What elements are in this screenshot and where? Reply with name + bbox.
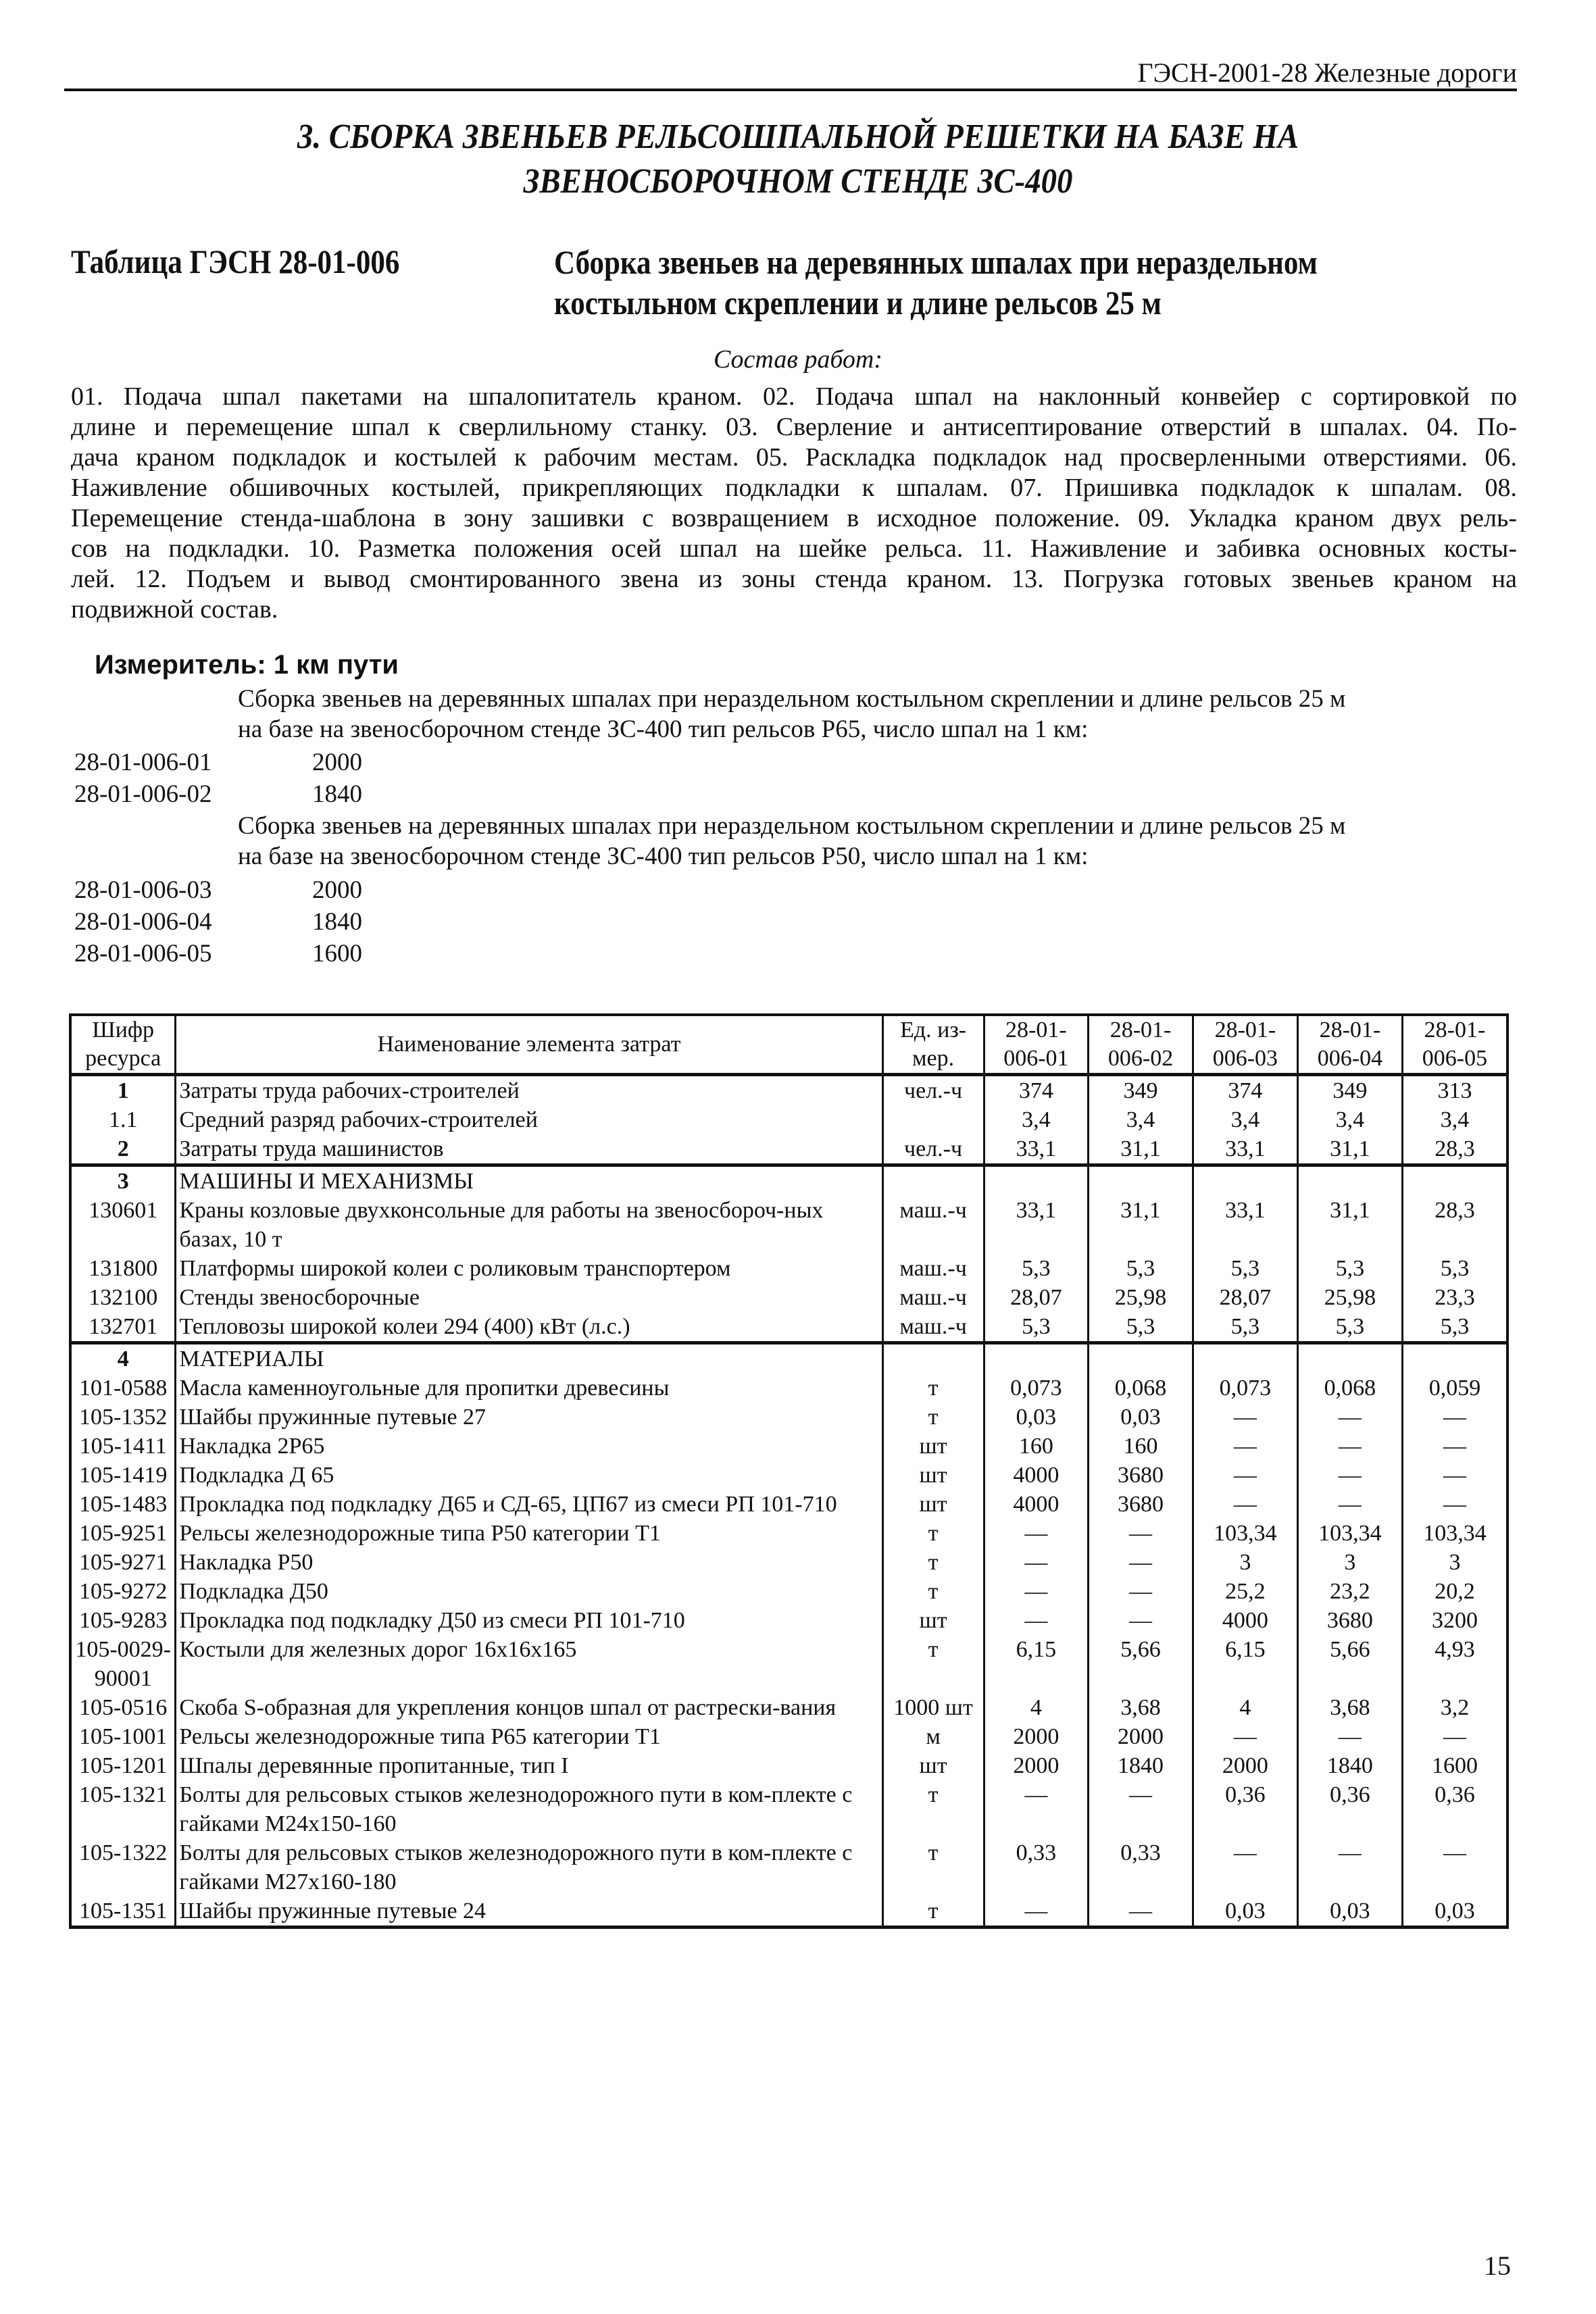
cell-unit: шт (882, 1751, 984, 1780)
table-row (70, 1196, 1507, 1254)
work-line: Перемещение стенда-шаблона в зону зашивки с возвращением в исходное положение. 09. Укладка краном двух рель- (71, 504, 1517, 532)
cell-value: 103,34 (1402, 1519, 1507, 1548)
cell-unit: маш.-ч (882, 1196, 984, 1254)
table-row (70, 1461, 1507, 1490)
cell-value: 5,66 (1089, 1635, 1193, 1693)
cell-value: — (1193, 1490, 1297, 1519)
cell-code: 105-0516 (70, 1693, 176, 1722)
cell-value: 31,1 (1089, 1196, 1193, 1254)
group-description (238, 684, 1345, 745)
cell-value: — (1089, 1780, 1193, 1838)
table-row (70, 1283, 1507, 1312)
section-title-line-1: 3. СБОРКА ЗВЕНЬЕВ РЕЛЬСОШПАЛЬНОЙ РЕШЕТКИ НА БАЗЕ НА (297, 118, 1299, 156)
cell-value: — (1402, 1722, 1507, 1751)
cell-value: 28,07 (1193, 1283, 1297, 1312)
cell-value: 0,03 (1193, 1896, 1297, 1928)
cell-value: 160 (1089, 1432, 1193, 1461)
table-row (70, 1343, 1507, 1374)
cell-code: 105-9271 (70, 1548, 176, 1577)
cell-value: 374 (1193, 1075, 1297, 1106)
header-rule (64, 89, 1517, 91)
cell-value: 3,4 (984, 1105, 1089, 1134)
cell-value: 0,33 (1089, 1838, 1193, 1896)
cell-value: 4 (984, 1693, 1089, 1722)
cell-value: — (1402, 1432, 1507, 1461)
cell-name: МАТЕРИАЛЫ (176, 1343, 882, 1374)
cell-name: Рельсы железнодорожные типа Р65 категории Т1 (176, 1722, 882, 1751)
cell-name: Прокладка под подкладку Д50 из смеси РП 101-710 (176, 1606, 882, 1635)
cell-name: Масла каменноугольные для пропитки древесины (176, 1374, 882, 1403)
cell-value: 4,93 (1402, 1635, 1507, 1693)
header-col-4: 28-01-006-04 (1297, 1015, 1402, 1075)
cell-value: — (1297, 1461, 1402, 1490)
cell-name: Накладка 2Р65 (176, 1432, 882, 1461)
cell-value: 3680 (1089, 1461, 1193, 1490)
cell-value: 5,3 (1089, 1312, 1193, 1343)
running-header: ГЭСН-2001-28 Железные дороги (1137, 57, 1517, 88)
cell-value: — (1193, 1403, 1297, 1432)
cell-code: 105-1352 (70, 1403, 176, 1432)
cell-code: 4 (70, 1343, 176, 1374)
page-number: 15 (1484, 2250, 1511, 2281)
cell-name: Тепловозы широкой колеи 294 (400) кВт (л.с.) (176, 1312, 882, 1343)
cell-value: 4000 (984, 1490, 1089, 1519)
cell-value (1089, 1343, 1193, 1374)
cell-value: 5,3 (1297, 1254, 1402, 1283)
cell-code: 1 (70, 1075, 176, 1106)
cell-name: Платформы широкой колеи с роликовым транспортером (176, 1254, 882, 1283)
cell-value: 3,4 (1402, 1105, 1507, 1134)
cell-value: — (1402, 1461, 1507, 1490)
cell-name: Подкладка Д 65 (176, 1461, 882, 1490)
cell-value (1193, 1343, 1297, 1374)
cell-code: 132100 (70, 1283, 176, 1312)
cell-name: МАШИНЫ И МЕХАНИЗМЫ (176, 1165, 882, 1197)
table-row (70, 1490, 1507, 1519)
cell-value: — (1297, 1403, 1402, 1432)
cell-value: 33,1 (984, 1134, 1089, 1165)
cell-value: — (984, 1606, 1089, 1635)
cell-value: 31,1 (1089, 1134, 1193, 1165)
cell-unit: т (882, 1519, 984, 1548)
cell-value: 349 (1297, 1075, 1402, 1106)
cell-name: Стенды звеносборочные (176, 1283, 882, 1312)
table-row (70, 1165, 1507, 1197)
cell-code: 101-0588 (70, 1374, 176, 1403)
cell-value: 2000 (1089, 1722, 1193, 1751)
table-row (70, 1432, 1507, 1461)
cell-value: 3 (1193, 1548, 1297, 1577)
cell-code: 105-1483 (70, 1490, 176, 1519)
table-caption-label: Таблица ГЭСН 28-01-006 (71, 243, 400, 280)
cell-value: 313 (1402, 1075, 1507, 1106)
cell-value: — (1089, 1548, 1193, 1577)
work-line: Наживление обшивочных костылей, прикрепляющих подкладки к шпалам. 07. Пришивка подкладок к шпалам. 08. (71, 474, 1517, 502)
group-description (238, 811, 1345, 872)
cell-value: — (1193, 1838, 1297, 1896)
cell-value: 5,3 (1297, 1312, 1402, 1343)
table-row (70, 1254, 1507, 1283)
work-line: сов на подкладки. 10. Разметка положения осей шпал на шейке рельса. 11. Наживление и забивка основных косты- (71, 534, 1517, 563)
cell-value: 28,3 (1402, 1196, 1507, 1254)
norm-code-row (74, 876, 362, 905)
table-body (70, 1075, 1507, 1928)
cell-name: Подкладка Д50 (176, 1577, 882, 1606)
cell-name: Шайбы пружинные путевые 27 (176, 1403, 882, 1432)
table-row (70, 1693, 1507, 1722)
cell-value: 5,3 (1193, 1254, 1297, 1283)
table-row (70, 1751, 1507, 1780)
cell-name: Болты для рельсовых стыков железнодорожного пути в ком-плекте с гайками М27х160-180 (176, 1838, 882, 1896)
cell-value (1402, 1165, 1507, 1197)
cell-value: — (1089, 1519, 1193, 1548)
norm-code-row (74, 939, 362, 968)
table-row (70, 1606, 1507, 1635)
resource-table (69, 1013, 1509, 1929)
cell-name: Прокладка под подкладку Д65 и СД-65, ЦП67 из смеси РП 101-710 (176, 1490, 882, 1519)
table-row (70, 1134, 1507, 1165)
cell-value: — (1089, 1896, 1193, 1928)
cell-value: 33,1 (984, 1196, 1089, 1254)
cell-code: 105-9283 (70, 1606, 176, 1635)
cell-code: 105-1411 (70, 1432, 176, 1461)
cell-code: 105-1351 (70, 1896, 176, 1928)
cell-value: 5,3 (984, 1312, 1089, 1343)
cell-value: 0,36 (1402, 1780, 1507, 1838)
cell-unit: т (882, 1635, 984, 1693)
cell-code: 130601 (70, 1196, 176, 1254)
cell-name: Рельсы железнодорожные типа Р50 категории Т1 (176, 1519, 882, 1548)
cell-value: 3,68 (1297, 1693, 1402, 1722)
cell-value (1089, 1165, 1193, 1197)
cell-value: — (984, 1896, 1089, 1928)
norm-code: 28-01-006-03 (74, 876, 212, 904)
cell-value: — (1193, 1461, 1297, 1490)
cell-value: 25,98 (1089, 1283, 1193, 1312)
cell-value (1297, 1343, 1402, 1374)
group-description-line-2: на базе на звеносборочном стенде ЗС-400 тип рельсов Р65, число шпал на 1 км: (238, 715, 1089, 743)
cell-value: 23,3 (1402, 1283, 1507, 1312)
cell-value: 3,2 (1402, 1693, 1507, 1722)
cell-value (1297, 1165, 1402, 1197)
header-col-1: 28-01-006-01 (984, 1015, 1089, 1075)
cell-value: — (984, 1780, 1089, 1838)
cell-unit: т (882, 1577, 984, 1606)
cell-value: 1840 (1089, 1751, 1193, 1780)
cell-code: 105-9251 (70, 1519, 176, 1548)
cell-unit: шт (882, 1461, 984, 1490)
cell-code: 105-1322 (70, 1838, 176, 1896)
cell-value: — (1193, 1432, 1297, 1461)
cell-value: 2000 (984, 1751, 1089, 1780)
cell-value: 6,15 (984, 1635, 1089, 1693)
cell-name: Шпалы деревянные пропитанные, тип I (176, 1751, 882, 1780)
group-description-line-1: Сборка звеньев на деревянных шпалах при нераздельном костыльном скреплении и длине рельсов 25 м (238, 812, 1346, 840)
cell-value: 33,1 (1193, 1134, 1297, 1165)
cell-value: 5,3 (1193, 1312, 1297, 1343)
cell-value: 28,3 (1402, 1134, 1507, 1165)
cell-value: 0,36 (1193, 1780, 1297, 1838)
cell-value: 0,059 (1402, 1374, 1507, 1403)
norm-value: 1840 (312, 780, 362, 808)
table-row (70, 1105, 1507, 1134)
cell-code: 105-0029-90001 (70, 1635, 176, 1693)
cell-value: — (1297, 1490, 1402, 1519)
table-row (70, 1312, 1507, 1343)
norm-code: 28-01-006-02 (74, 780, 212, 808)
cell-value: 2000 (1193, 1751, 1297, 1780)
cell-value: 28,07 (984, 1283, 1089, 1312)
cell-value: 5,3 (1402, 1254, 1507, 1283)
norm-code-row (74, 780, 362, 809)
cell-name: Накладка Р50 (176, 1548, 882, 1577)
cell-code: 105-1001 (70, 1722, 176, 1751)
cell-value: — (1402, 1838, 1507, 1896)
table-caption-title-line-2: костыльном скреплении и длине рельсов 25 м (554, 284, 1162, 322)
cell-value: 3 (1297, 1548, 1402, 1577)
table-row (70, 1577, 1507, 1606)
cell-value: 5,3 (1089, 1254, 1193, 1283)
cell-unit: 1000 шт (882, 1693, 984, 1722)
cell-value: 0,03 (984, 1403, 1089, 1432)
table-caption-title (554, 242, 1426, 323)
work-line: лей. 12. Подъем и вывод смонтированного звена из зоны стенда краном. 13. Погрузка готовых звеньев краном на (71, 565, 1517, 593)
cell-value: 3680 (1297, 1606, 1402, 1635)
cell-code: 1.1 (70, 1105, 176, 1134)
cell-value: 349 (1089, 1075, 1193, 1106)
cell-value: 31,1 (1297, 1196, 1402, 1254)
cell-code: 105-1201 (70, 1751, 176, 1780)
norm-code: 28-01-006-01 (74, 749, 212, 776)
cell-name: Краны козловые двухконсольные для работы на звеносбороч-ных базах, 10 т (176, 1196, 882, 1254)
cell-unit (882, 1343, 984, 1374)
table-header-row (70, 1015, 1507, 1075)
cell-code: 2 (70, 1134, 176, 1165)
cell-value: 160 (984, 1432, 1089, 1461)
cell-value: 33,1 (1193, 1196, 1297, 1254)
table-row (70, 1780, 1507, 1838)
cell-value: 3 (1402, 1548, 1507, 1577)
cell-value: 0,03 (1297, 1896, 1402, 1928)
norm-code: 28-01-006-05 (74, 940, 212, 967)
norm-code: 28-01-006-04 (74, 908, 212, 936)
norm-code-row (74, 748, 362, 777)
work-line: 01. Подача шпал пакетами на шпалопитатель краном. 02. Подача шпал на наклонный конвейер с сортировкой по (71, 382, 1517, 411)
cell-value: 5,66 (1297, 1635, 1402, 1693)
cell-value: 3680 (1089, 1490, 1193, 1519)
cell-value: 0,03 (1089, 1403, 1193, 1432)
cell-value: 3200 (1402, 1606, 1507, 1635)
norm-value: 2000 (312, 749, 362, 776)
cell-value: 3,4 (1297, 1105, 1402, 1134)
cell-value: 0,33 (984, 1838, 1089, 1896)
cell-unit: т (882, 1838, 984, 1896)
cell-unit: т (882, 1374, 984, 1403)
cell-value: 5,3 (1402, 1312, 1507, 1343)
cell-name: Затраты труда машинистов (176, 1134, 882, 1165)
work-composition-text (71, 382, 1517, 625)
cell-value: 4000 (984, 1461, 1089, 1490)
cell-value: 1600 (1402, 1751, 1507, 1780)
cell-value (1402, 1343, 1507, 1374)
cell-value: 0,073 (984, 1374, 1089, 1403)
cell-value: 0,068 (1297, 1374, 1402, 1403)
cell-unit: т (882, 1403, 984, 1432)
cell-unit (882, 1105, 984, 1134)
cell-value: — (1402, 1403, 1507, 1432)
cell-unit: т (882, 1780, 984, 1838)
cell-value (984, 1343, 1089, 1374)
cell-code: 105-1321 (70, 1780, 176, 1838)
cell-unit: шт (882, 1606, 984, 1635)
cell-value: 103,34 (1297, 1519, 1402, 1548)
norm-value: 2000 (312, 876, 362, 904)
norm-value: 1840 (312, 908, 362, 936)
work-line: подвижной состав. (71, 595, 278, 624)
work-line: длине и перемещение шпал к сверлильному станку. 03. Сверление и антисептирование отверстий в шпалах. 04. По- (71, 413, 1517, 441)
cell-value: 0,073 (1193, 1374, 1297, 1403)
norm-value: 1600 (312, 940, 362, 967)
section-title (80, 115, 1516, 204)
cell-value: 20,2 (1402, 1577, 1507, 1606)
cell-code: 105-9272 (70, 1577, 176, 1606)
cell-unit: маш.-ч (882, 1254, 984, 1283)
header-col-3: 28-01-006-03 (1193, 1015, 1297, 1075)
header-unit: Ед. из-мер. (882, 1015, 984, 1075)
cell-name: Затраты труда рабочих-строителей (176, 1075, 882, 1106)
header-name: Наименование элемента затрат (176, 1015, 882, 1075)
table-caption-title-line-1: Сборка звеньев на деревянных шпалах при нераздельном (554, 243, 1318, 281)
work-composition-heading: Состав работ: (713, 345, 883, 374)
cell-value: 25,98 (1297, 1283, 1402, 1312)
cell-value: — (1402, 1490, 1507, 1519)
cell-value: 374 (984, 1075, 1089, 1106)
cell-value: — (1297, 1838, 1402, 1896)
cell-value: — (984, 1548, 1089, 1577)
cell-value: 6,15 (1193, 1635, 1297, 1693)
table-row (70, 1635, 1507, 1693)
cell-name: Костыли для железных дорог 16х16х165 (176, 1635, 882, 1693)
cell-unit (882, 1165, 984, 1197)
group-description-line-2: на базе на звеносборочном стенде ЗС-400 тип рельсов Р50, число шпал на 1 км: (238, 842, 1089, 870)
cell-value: 3,4 (1089, 1105, 1193, 1134)
table-row (70, 1519, 1507, 1548)
cell-value: — (1297, 1722, 1402, 1751)
cell-unit: т (882, 1548, 984, 1577)
cell-unit: шт (882, 1490, 984, 1519)
cell-value: 4 (1193, 1693, 1297, 1722)
cell-name: Шайбы пружинные путевые 24 (176, 1896, 882, 1928)
cell-unit: чел.-ч (882, 1134, 984, 1165)
table-row (70, 1838, 1507, 1896)
cell-value: — (984, 1519, 1089, 1548)
cell-name: Скоба S-образная для укрепления концов шпал от растрески-вания (176, 1693, 882, 1722)
header-col-5: 28-01-006-05 (1402, 1015, 1507, 1075)
section-title-line-2: ЗВЕНОСБОРОЧНОМ СТЕНДЕ ЗС-400 (523, 162, 1073, 201)
cell-value: — (1297, 1432, 1402, 1461)
cell-value: 5,3 (984, 1254, 1089, 1283)
cell-unit: маш.-ч (882, 1312, 984, 1343)
cell-code: 131800 (70, 1254, 176, 1283)
table-row (70, 1548, 1507, 1577)
header-col-2: 28-01-006-02 (1089, 1015, 1193, 1075)
cell-value: 3,4 (1193, 1105, 1297, 1134)
cell-value: 3,68 (1089, 1693, 1193, 1722)
cell-unit: маш.-ч (882, 1283, 984, 1312)
table-row (70, 1896, 1507, 1928)
table-row (70, 1403, 1507, 1432)
cell-code: 132701 (70, 1312, 176, 1343)
cell-value: 2000 (984, 1722, 1089, 1751)
cell-value (1193, 1165, 1297, 1197)
group-description-line-1: Сборка звеньев на деревянных шпалах при нераздельном костыльном скреплении и длине рельсов 25 м (238, 685, 1346, 713)
cell-value: — (1089, 1606, 1193, 1635)
cell-value: 0,068 (1089, 1374, 1193, 1403)
table-row (70, 1722, 1507, 1751)
cell-value: 25,2 (1193, 1577, 1297, 1606)
cell-value: 23,2 (1297, 1577, 1402, 1606)
cell-unit: т (882, 1896, 984, 1928)
cell-value: — (1193, 1722, 1297, 1751)
cell-code: 105-1419 (70, 1461, 176, 1490)
cell-code: 3 (70, 1165, 176, 1197)
header-code: Шифр ресурса (70, 1015, 176, 1075)
cell-value: 4000 (1193, 1606, 1297, 1635)
meter-label: Измеритель: 1 км пути (95, 650, 399, 680)
cell-unit: шт (882, 1432, 984, 1461)
cell-value: — (984, 1577, 1089, 1606)
cell-unit: м (882, 1722, 984, 1751)
norm-code-row (74, 907, 362, 936)
cell-value: 31,1 (1297, 1134, 1402, 1165)
cell-name: Болты для рельсовых стыков железнодорожного пути в ком-плекте с гайками М24х150-160 (176, 1780, 882, 1838)
cell-value: 1840 (1297, 1751, 1402, 1780)
cell-value: — (1089, 1577, 1193, 1606)
cell-value: 0,36 (1297, 1780, 1402, 1838)
cell-unit: чел.-ч (882, 1075, 984, 1106)
cell-value: 103,34 (1193, 1519, 1297, 1548)
cell-value (984, 1165, 1089, 1197)
table-row (70, 1075, 1507, 1106)
work-line: дача краном подкладок и костылей к рабочим местам. 05. Раскладка подкладок над просверленными отверстиями. 06. (71, 443, 1517, 472)
cell-name: Средний разряд рабочих-строителей (176, 1105, 882, 1134)
cell-value: 0,03 (1402, 1896, 1507, 1928)
table-row (70, 1374, 1507, 1403)
